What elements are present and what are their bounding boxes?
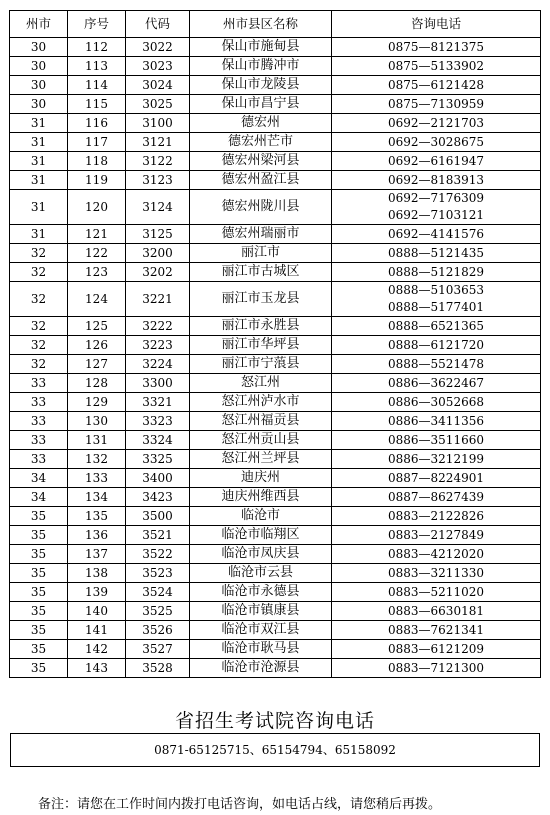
region-name-cell: 迪庆州: [190, 469, 332, 488]
phone-number: 0692—2121703: [388, 115, 484, 130]
phone-cell: [332, 244, 541, 263]
consultation-phone-table: [9, 10, 541, 678]
serial-cell: 123: [68, 263, 126, 282]
phone-number: 0875—8121375: [388, 39, 484, 54]
region-name-cell: 德宏州盈江县: [190, 171, 332, 190]
table-row: [10, 412, 541, 431]
serial-cell: 126: [68, 336, 126, 355]
prefecture-cell: 33: [10, 374, 68, 393]
code-cell: 3323: [126, 412, 190, 431]
header-region-name: 州市县区名称: [190, 11, 332, 38]
table-row: [10, 133, 541, 152]
code-cell: 3300: [126, 374, 190, 393]
prefecture-cell: 31: [10, 114, 68, 133]
serial-cell: 129: [68, 393, 126, 412]
phone-cell: [332, 602, 541, 621]
prefecture-cell: 31: [10, 190, 68, 225]
prefecture-cell: 35: [10, 564, 68, 583]
code-cell: 3222: [126, 317, 190, 336]
prefecture-cell: 35: [10, 545, 68, 564]
region-name-cell: 临沧市临翔区: [190, 526, 332, 545]
prefecture-cell: 32: [10, 263, 68, 282]
phone-cell: [332, 114, 541, 133]
phone-cell: [332, 469, 541, 488]
phone-number: 0883—7121300: [388, 660, 484, 675]
table-row: [10, 57, 541, 76]
phone-number: 0888—5121829: [388, 264, 484, 279]
table-row: [10, 38, 541, 57]
code-cell: 3523: [126, 564, 190, 583]
code-cell: 3121: [126, 133, 190, 152]
code-cell: 3025: [126, 95, 190, 114]
region-name-cell: 怒江州福贡县: [190, 412, 332, 431]
region-name-cell: 临沧市永德县: [190, 583, 332, 602]
table-row: [10, 95, 541, 114]
code-cell: 3125: [126, 225, 190, 244]
region-name-cell: 保山市腾冲市: [190, 57, 332, 76]
provincial-office-title: 省招生考试院咨询电话: [174, 710, 375, 732]
phone-number: 0888—6521365: [388, 318, 484, 333]
phone-cell: [332, 355, 541, 374]
code-cell: 3527: [126, 640, 190, 659]
phone-cell: [332, 659, 541, 678]
phone-cell: [332, 564, 541, 583]
prefecture-cell: 32: [10, 282, 68, 317]
prefecture-cell: 32: [10, 244, 68, 263]
table-row: [10, 263, 541, 282]
region-name-cell: 德宏州陇川县: [190, 190, 332, 225]
serial-cell: 140: [68, 602, 126, 621]
phone-number: 0886—3411356: [388, 413, 484, 428]
serial-cell: 139: [68, 583, 126, 602]
phone-number: 0888—5177401: [388, 300, 484, 314]
serial-cell: 125: [68, 317, 126, 336]
phone-number: 0886—3212199: [388, 451, 484, 466]
code-cell: 3321: [126, 393, 190, 412]
serial-cell: 132: [68, 450, 126, 469]
serial-cell: 116: [68, 114, 126, 133]
prefecture-cell: 35: [10, 602, 68, 621]
table-row: [10, 602, 541, 621]
table-row: [10, 225, 541, 244]
code-cell: 3400: [126, 469, 190, 488]
phone-cell: [332, 263, 541, 282]
region-name-cell: 德宏州瑞丽市: [190, 225, 332, 244]
phone-number: 0887—8627439: [388, 489, 484, 504]
phone-cell: [332, 95, 541, 114]
code-cell: 3325: [126, 450, 190, 469]
table-row: [10, 393, 541, 412]
phone-cell: [332, 171, 541, 190]
region-name-cell: 临沧市沧源县: [190, 659, 332, 678]
code-cell: 3202: [126, 263, 190, 282]
region-name-cell: 迪庆州维西县: [190, 488, 332, 507]
code-cell: 3526: [126, 621, 190, 640]
phone-number: 0692—7103121: [388, 208, 484, 222]
region-name-cell: 丽江市永胜县: [190, 317, 332, 336]
phone-number: 0883—3211330: [388, 565, 484, 580]
code-cell: 3123: [126, 171, 190, 190]
serial-cell: 124: [68, 282, 126, 317]
phone-number: 0886—3052668: [388, 394, 484, 409]
prefecture-cell: 35: [10, 526, 68, 545]
phone-number: 0886—3511660: [388, 432, 484, 447]
code-cell: 3122: [126, 152, 190, 171]
table-row: [10, 526, 541, 545]
prefecture-cell: 30: [10, 76, 68, 95]
code-cell: 3024: [126, 76, 190, 95]
serial-cell: 133: [68, 469, 126, 488]
serial-cell: 122: [68, 244, 126, 263]
table-row: [10, 507, 541, 526]
table-row: [10, 488, 541, 507]
phone-number: 0886—3622467: [388, 375, 484, 390]
code-cell: 3100: [126, 114, 190, 133]
phone-cell: [332, 57, 541, 76]
region-name-cell: 怒江州兰坪县: [190, 450, 332, 469]
serial-cell: 112: [68, 38, 126, 57]
phone-number: 0883—2122826: [388, 508, 484, 523]
phone-cell: [332, 282, 541, 317]
header-code: 代码: [126, 11, 190, 38]
phone-cell: [332, 450, 541, 469]
table-row: [10, 450, 541, 469]
phone-number: 0875—5133902: [388, 58, 484, 73]
prefecture-cell: 34: [10, 469, 68, 488]
phone-cell: [332, 393, 541, 412]
serial-cell: 114: [68, 76, 126, 95]
phone-number: 0888—6121720: [388, 337, 484, 352]
serial-cell: 131: [68, 431, 126, 450]
phone-number: 0883—5211020: [388, 584, 484, 599]
table-row: [10, 545, 541, 564]
region-name-cell: 德宏州梁河县: [190, 152, 332, 171]
phone-number: 0692—4141576: [388, 226, 484, 241]
phone-cell: [332, 640, 541, 659]
phone-cell: [332, 507, 541, 526]
prefecture-cell: 35: [10, 507, 68, 526]
table-row: [10, 374, 541, 393]
prefecture-cell: 30: [10, 57, 68, 76]
phone-cell: [332, 133, 541, 152]
prefecture-cell: 35: [10, 583, 68, 602]
region-name-cell: 德宏州芒市: [190, 133, 332, 152]
table-body: [10, 38, 541, 678]
region-name-cell: 保山市施甸县: [190, 38, 332, 57]
table-row: [10, 244, 541, 263]
phone-number: 0883—7621341: [388, 622, 484, 637]
code-cell: 3224: [126, 355, 190, 374]
header-phone: 咨询电话: [332, 11, 541, 38]
region-name-cell: 丽江市宁蒗县: [190, 355, 332, 374]
code-cell: 3528: [126, 659, 190, 678]
code-cell: 3524: [126, 583, 190, 602]
serial-cell: 135: [68, 507, 126, 526]
table-header-row: [10, 11, 541, 38]
code-cell: 3423: [126, 488, 190, 507]
phone-number: 0888—5521478: [388, 356, 484, 371]
region-name-cell: 怒江州: [190, 374, 332, 393]
code-cell: 3522: [126, 545, 190, 564]
phone-number: 0888—5121435: [388, 245, 484, 260]
phone-number: 0692—3028675: [388, 134, 484, 149]
prefecture-cell: 35: [10, 621, 68, 640]
code-cell: 3521: [126, 526, 190, 545]
phone-number: 0875—7130959: [388, 96, 484, 111]
phone-cell: [332, 76, 541, 95]
code-cell: 3022: [126, 38, 190, 57]
prefecture-cell: 30: [10, 95, 68, 114]
prefecture-cell: 32: [10, 355, 68, 374]
serial-cell: 121: [68, 225, 126, 244]
code-cell: 3221: [126, 282, 190, 317]
phone-number: 0883—6121209: [388, 641, 484, 656]
code-cell: 3124: [126, 190, 190, 225]
serial-cell: 115: [68, 95, 126, 114]
serial-cell: 143: [68, 659, 126, 678]
region-name-cell: 丽江市: [190, 244, 332, 263]
phone-cell: [332, 545, 541, 564]
phone-number: 0888—5103653: [388, 283, 484, 297]
code-cell: 3223: [126, 336, 190, 355]
table-row: [10, 336, 541, 355]
serial-cell: 117: [68, 133, 126, 152]
region-name-cell: 临沧市镇康县: [190, 602, 332, 621]
phone-cell: [332, 583, 541, 602]
region-name-cell: 保山市龙陵县: [190, 76, 332, 95]
table-row: [10, 317, 541, 336]
prefecture-cell: 33: [10, 431, 68, 450]
region-name-cell: 丽江市华坪县: [190, 336, 332, 355]
table-row: [10, 583, 541, 602]
prefecture-cell: 35: [10, 659, 68, 678]
prefecture-cell: 31: [10, 133, 68, 152]
serial-cell: 136: [68, 526, 126, 545]
phone-number: 0887—8224901: [388, 470, 484, 485]
code-cell: 3023: [126, 57, 190, 76]
prefecture-cell: 31: [10, 225, 68, 244]
phone-number: 0692—7176309: [388, 191, 484, 205]
table-row: [10, 564, 541, 583]
prefecture-cell: 33: [10, 450, 68, 469]
table-row: [10, 76, 541, 95]
region-name-cell: 临沧市凤庆县: [190, 545, 332, 564]
region-name-cell: 丽江市玉龙县: [190, 282, 332, 317]
table-row: [10, 282, 541, 317]
serial-cell: 142: [68, 640, 126, 659]
phone-cell: [332, 526, 541, 545]
table-row: [10, 171, 541, 190]
region-name-cell: 保山市昌宁县: [190, 95, 332, 114]
phone-number: 0692—8183913: [388, 172, 484, 187]
region-name-cell: 临沧市双江县: [190, 621, 332, 640]
prefecture-cell: 32: [10, 317, 68, 336]
code-cell: 3500: [126, 507, 190, 526]
phone-cell: [332, 336, 541, 355]
phone-cell: [332, 374, 541, 393]
prefecture-cell: 33: [10, 393, 68, 412]
prefecture-cell: 35: [10, 640, 68, 659]
table-row: [10, 640, 541, 659]
prefecture-cell: 31: [10, 171, 68, 190]
region-name-cell: 丽江市古城区: [190, 263, 332, 282]
table-row: [10, 621, 541, 640]
phone-number: 0875—6121428: [388, 77, 484, 92]
phone-cell: [332, 38, 541, 57]
phone-cell: [332, 431, 541, 450]
region-name-cell: 怒江州贡山县: [190, 431, 332, 450]
region-name-cell: 临沧市云县: [190, 564, 332, 583]
phone-number: 0692—6161947: [388, 153, 484, 168]
provincial-office-phones: 0871-65125715、65154794、65158092: [10, 733, 540, 767]
serial-cell: 119: [68, 171, 126, 190]
phone-cell: [332, 621, 541, 640]
phone-cell: [332, 225, 541, 244]
serial-cell: 128: [68, 374, 126, 393]
serial-cell: 141: [68, 621, 126, 640]
serial-cell: 137: [68, 545, 126, 564]
footer-note: 备注：请您在工作时间内拨打电话咨询，如电话占线，请您稍后再拨。: [38, 797, 442, 812]
prefecture-cell: 30: [10, 38, 68, 57]
table-row: [10, 114, 541, 133]
table-row: [10, 355, 541, 374]
code-cell: 3324: [126, 431, 190, 450]
phone-cell: [332, 317, 541, 336]
code-cell: 3525: [126, 602, 190, 621]
serial-cell: 120: [68, 190, 126, 225]
serial-cell: 134: [68, 488, 126, 507]
region-name-cell: 德宏州: [190, 114, 332, 133]
phone-cell: [332, 488, 541, 507]
table-row: [10, 659, 541, 678]
serial-cell: 130: [68, 412, 126, 431]
region-name-cell: 临沧市: [190, 507, 332, 526]
header-prefecture: 州市: [10, 11, 68, 38]
table-row: [10, 190, 541, 225]
prefecture-cell: 32: [10, 336, 68, 355]
phone-number: 0883—4212020: [388, 546, 484, 561]
table-row: [10, 431, 541, 450]
prefecture-cell: 31: [10, 152, 68, 171]
phone-cell: [332, 412, 541, 431]
region-name-cell: 怒江州泸水市: [190, 393, 332, 412]
phone-cell: [332, 190, 541, 225]
phone-number: 0883—2127849: [388, 527, 484, 542]
serial-cell: 113: [68, 57, 126, 76]
serial-cell: 138: [68, 564, 126, 583]
phone-number: 0883—6630181: [388, 603, 484, 618]
serial-cell: 118: [68, 152, 126, 171]
table-row: [10, 152, 541, 171]
code-cell: 3200: [126, 244, 190, 263]
phone-cell: [332, 152, 541, 171]
prefecture-cell: 33: [10, 412, 68, 431]
table-row: [10, 469, 541, 488]
serial-cell: 127: [68, 355, 126, 374]
prefecture-cell: 34: [10, 488, 68, 507]
region-name-cell: 临沧市耿马县: [190, 640, 332, 659]
header-serial: 序号: [68, 11, 126, 38]
